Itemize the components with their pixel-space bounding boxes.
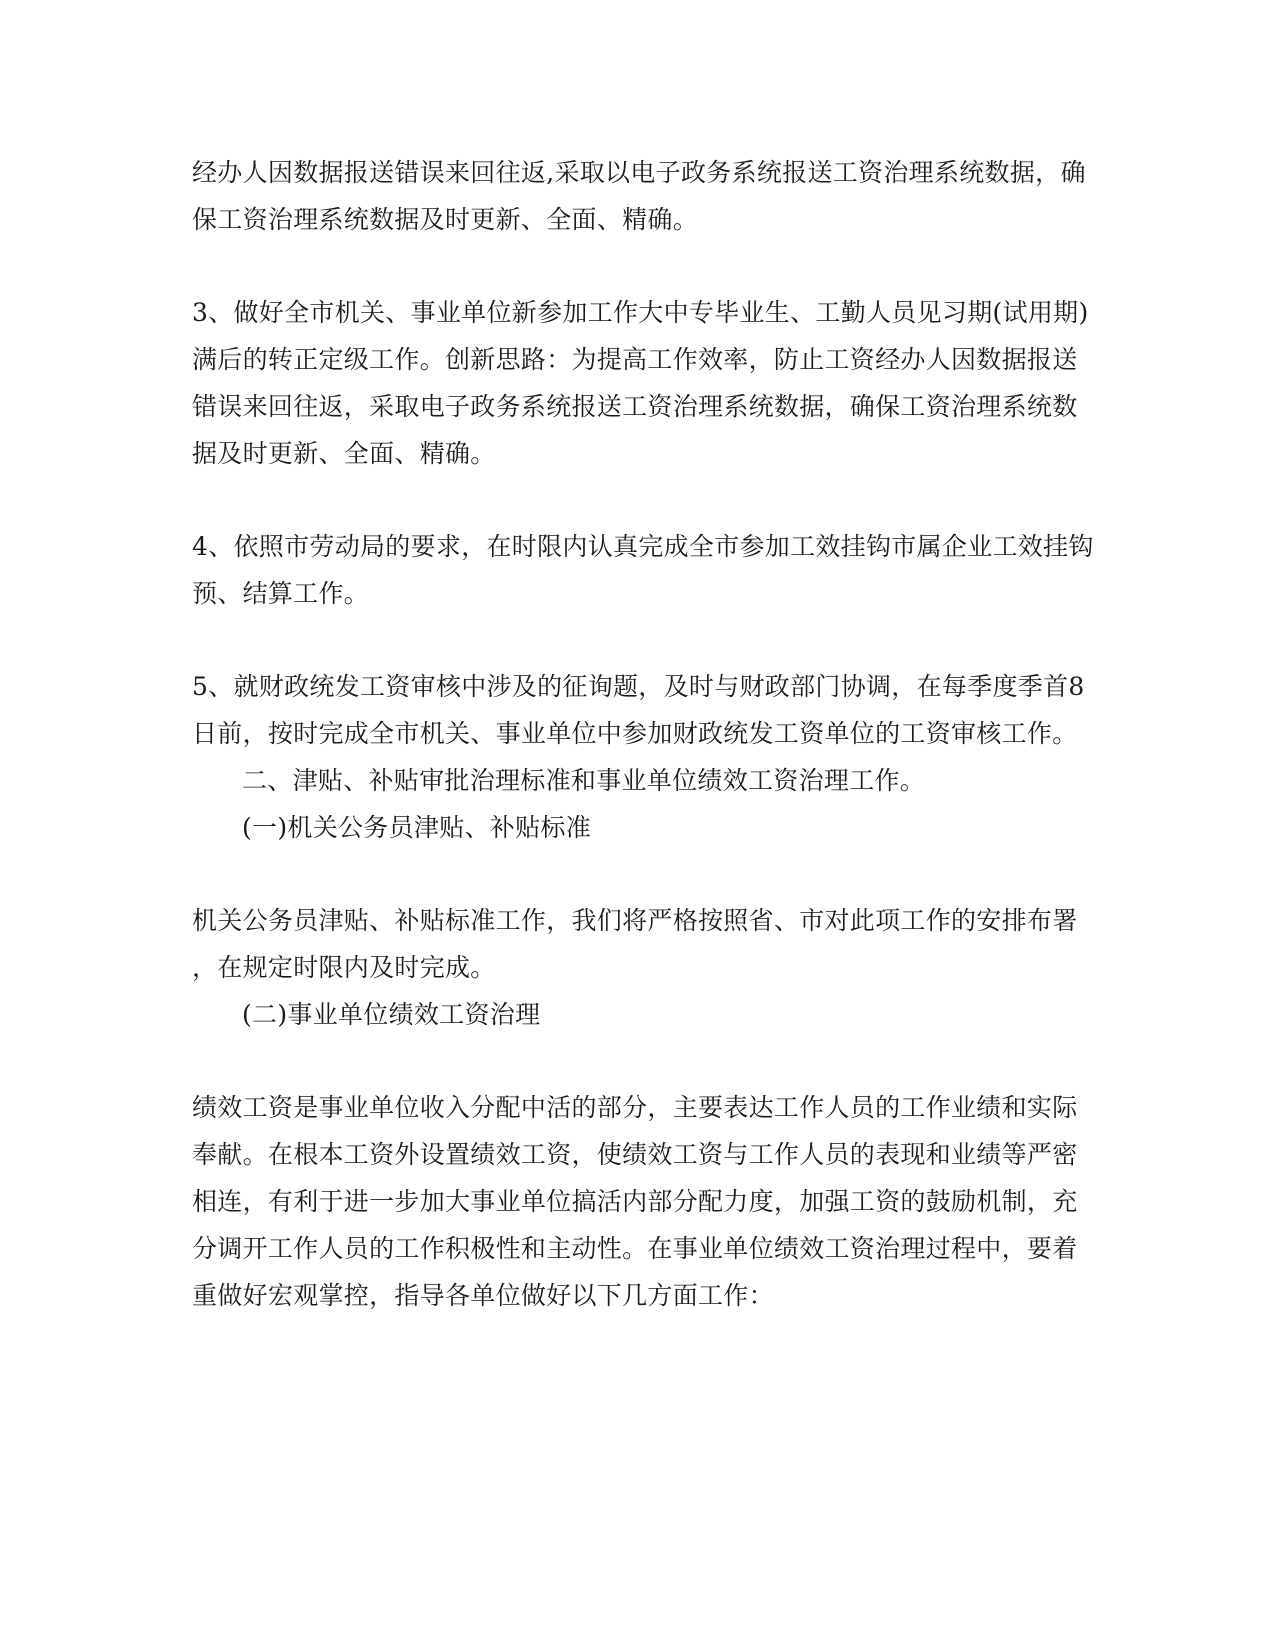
subsection-heading: (二)事业单位绩效工资治理 [242,1000,541,1029]
text-line: 错误来回往返，采取电子政务系统报送工资治理系统数据，确保工资治理系统数 [192,392,1078,421]
text-line: 重做好宏观掌控，指导各单位做好以下几方面工作： [192,1281,774,1310]
text-line: 满后的转正定级工作。创新思路：为提高工作效率，防止工资经办人因数据报送 [192,345,1078,374]
subsection-heading: (一)机关公务员津贴、补贴标准 [242,813,592,842]
text-line: 机关公务员津贴、补贴标准工作，我们将严格按照省、市对此项工作的安排布署 [192,906,1078,935]
text-line: 经办人因数据报送错误来回往返,采取以电子政务系统报送工资治理系统数据，确 [192,158,1086,187]
text-line: 分调开工作人员的工作积极性和主动性。在事业单位绩效工资治理过程中，要着 [192,1234,1078,1263]
text-line: 保工资治理系统数据及时更新、全面、精确。 [192,205,699,234]
text-line: 据及时更新、全面、精确。 [192,439,496,468]
text-line: ，在规定时限内及时完成。 [192,953,496,982]
text-line: 相连，有利于进一步加大事业单位搞活内部分配力度，加强工资的鼓励机制，充 [192,1187,1078,1216]
text-line: 日前，按时完成全市机关、事业单位中参加财政统发工资单位的工资审核工作。 [192,719,1078,748]
text-line: 5、就财政统发工资审核中涉及的征询题，及时与财政部门协调，在每季度季首8 [192,672,1085,701]
text-line: 绩效工资是事业单位收入分配中活的部分，主要表达工作人员的工作业绩和实际 [192,1093,1078,1122]
text-line: 3、做好全市机关、事业单位新参加工作大中专毕业生、工勤人员见习期(试用期) [192,298,1089,327]
text-line: 预、结算工作。 [192,579,370,608]
section-heading: 二、津贴、补贴审批治理标准和事业单位绩效工资治理工作。 [242,766,926,795]
text-line: 4、依照市劳动局的要求，在时限内认真完成全市参加工效挂钩市属企业工效挂钩 [192,532,1094,561]
text-line: 奉献。在根本工资外设置绩效工资，使绩效工资与工作人员的表现和业绩等严密 [192,1140,1078,1169]
